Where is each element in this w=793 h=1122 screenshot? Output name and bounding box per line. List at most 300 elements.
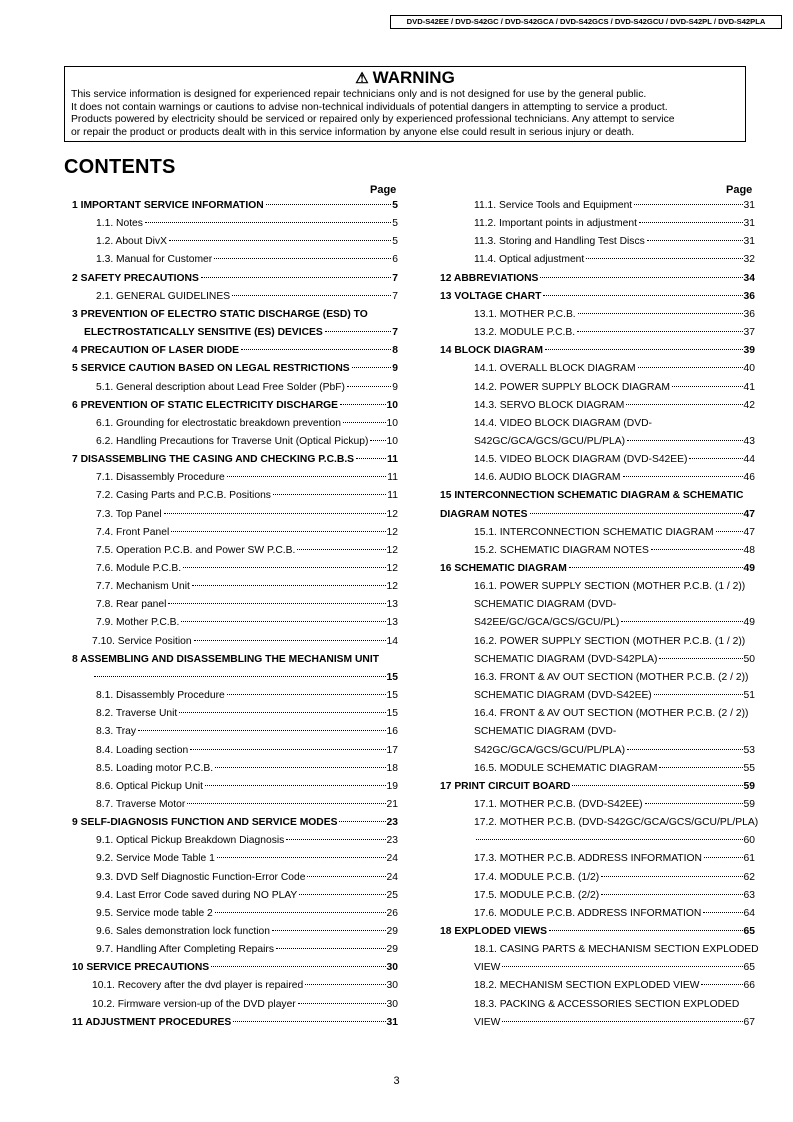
toc-entry[interactable]	[474, 398, 755, 414]
toc-leader-dots	[168, 603, 385, 604]
warning-line: It does not contain warnings or cautions to advise non-technical individuals of potential dangers in attempting to service a product.	[71, 101, 668, 113]
toc-entry[interactable]	[84, 325, 398, 341]
contents-heading: CONTENTS	[64, 156, 176, 178]
toc-entry[interactable]	[474, 815, 759, 831]
toc-entry[interactable]	[474, 543, 755, 559]
toc-entry-title: 11.4. Optical adjustment	[474, 254, 585, 266]
toc-leader-dots	[325, 331, 391, 332]
toc-entry-title: VIEW	[474, 1016, 501, 1028]
toc-entry-page: 5	[392, 200, 398, 211]
toc-entry-title: 16 SCHEMATIC DIAGRAM	[440, 563, 567, 574]
toc-entry[interactable]	[474, 615, 755, 631]
toc-entry[interactable]	[474, 380, 755, 396]
toc-entry[interactable]	[96, 543, 398, 559]
toc-entry-title: 16.2. POWER SUPPLY SECTION (MOTHER P.C.B. (1 / 2))	[474, 635, 746, 647]
toc-entry[interactable]	[474, 978, 755, 994]
toc-entry-page: 65	[743, 962, 755, 974]
toc-entry[interactable]	[96, 216, 398, 232]
toc-entry[interactable]	[474, 434, 755, 450]
toc-entry[interactable]	[474, 960, 755, 976]
toc-entry[interactable]	[474, 743, 755, 759]
toc-entry-page: 31	[743, 218, 755, 230]
page-column-label-left: Page	[370, 184, 397, 196]
toc-entry[interactable]	[474, 452, 755, 468]
warning-line: or repair the product or products dealt with in this service information by anyone else could result in serious injury or death.	[71, 126, 635, 138]
toc-entry-page: 47	[743, 526, 755, 538]
toc-entry-page: 48	[743, 544, 755, 556]
toc-leader-dots	[298, 1003, 386, 1004]
toc-entry-title: 16.4. FRONT & AV OUT SECTION (MOTHER P.C.B. (2 / 2))	[474, 708, 749, 720]
toc-leader-dots	[502, 966, 742, 967]
toc-entry-title: 8.5. Loading motor P.C.B.	[96, 762, 214, 774]
toc-entry-title: 11 ADJUSTMENT PROCEDURES	[72, 1016, 232, 1028]
toc-entry-title: 15.1. INTERCONNECTION SCHEMATIC DIAGRAM	[474, 526, 714, 538]
toc-leader-dots	[601, 876, 742, 877]
toc-entry-page: 26	[386, 907, 398, 919]
toc-entry-title: 1 IMPORTANT SERVICE INFORMATION	[72, 200, 264, 211]
toc-leader-dots	[340, 404, 386, 405]
toc-entry-title: 7.3. Top Panel	[96, 508, 162, 520]
toc-entry[interactable]	[72, 361, 398, 377]
toc-leader-dots	[623, 476, 743, 477]
toc-leader-dots	[201, 277, 391, 278]
toc-entry[interactable]	[96, 416, 398, 432]
toc-entry-page: 12	[386, 563, 398, 574]
toc-entry-page: 12	[386, 544, 398, 556]
toc-entry-page: 32	[743, 254, 755, 266]
toc-leader-dots	[586, 258, 742, 259]
toc-entry-title: 7.8. Rear panel	[96, 599, 167, 611]
toc-leader-dots	[305, 984, 385, 985]
toc-leader-dots	[339, 821, 385, 822]
toc-entry[interactable]	[72, 307, 398, 323]
toc-entry-title: SCHEMATIC DIAGRAM (DVD-	[474, 599, 617, 611]
toc-entry[interactable]	[96, 724, 398, 740]
toc-entry[interactable]	[474, 525, 755, 541]
toc-entry-page: 59	[743, 798, 755, 810]
toc-entry-page: 7	[392, 327, 398, 339]
toc-entry[interactable]	[440, 779, 755, 795]
toc-entry-title: DIAGRAM NOTES	[440, 508, 528, 520]
toc-entry-title: 17.4. MODULE P.C.B. (1/2)	[474, 871, 600, 883]
toc-entry-page: 12	[386, 526, 398, 538]
toc-leader-dots	[276, 948, 386, 949]
toc-entry[interactable]	[96, 906, 398, 922]
toc-leader-dots	[659, 767, 742, 768]
toc-leader-dots	[645, 803, 743, 804]
toc-entry-title: 17.3. MOTHER P.C.B. ADDRESS INFORMATION	[474, 853, 702, 865]
toc-entry-title: 18.3. PACKING & ACCESSORIES SECTION EXPLODED	[474, 998, 740, 1010]
toc-entry[interactable]	[474, 942, 759, 958]
toc-entry[interactable]	[72, 1015, 398, 1031]
toc-leader-dots	[145, 222, 391, 223]
toc-leader-dots	[654, 694, 743, 695]
toc-entry[interactable]	[96, 507, 398, 523]
toc-entry-page: 41	[743, 381, 755, 393]
toc-entry[interactable]	[96, 870, 398, 886]
toc-leader-dots	[347, 386, 391, 387]
toc-entry[interactable]	[96, 579, 398, 595]
toc-leader-dots	[578, 313, 743, 314]
toc-entry-title: 1.1. Notes	[96, 218, 143, 230]
toc-entry-title: 16.5. MODULE SCHEMATIC DIAGRAM	[474, 762, 658, 774]
toc-entry-page: 24	[386, 853, 398, 865]
toc-entry[interactable]	[440, 289, 755, 305]
toc-entry-page: 66	[743, 980, 755, 992]
toc-entry[interactable]	[96, 942, 398, 958]
toc-entry-title: 7.4. Front Panel	[96, 526, 170, 538]
toc-leader-dots	[704, 857, 743, 858]
toc-entry-title: S42EE/GC/GCA/GCS/GCU/PL)	[474, 617, 620, 629]
toc-entry-title: 11.1. Service Tools and Equipment	[474, 200, 633, 211]
toc-leader-dots	[266, 204, 392, 205]
toc-leader-dots	[215, 912, 386, 913]
toc-entry[interactable]	[474, 797, 755, 813]
toc-leader-dots	[307, 876, 385, 877]
toc-entry-page: 39	[743, 345, 755, 357]
toc-entry[interactable]	[440, 271, 755, 287]
toc-entry[interactable]	[474, 252, 755, 268]
toc-entry-page: 11	[387, 472, 398, 484]
toc-entry-title: 8 ASSEMBLING AND DISASSEMBLING THE MECHANISM UNIT	[72, 653, 380, 665]
toc-entry-title: 8.3. Tray	[96, 726, 137, 738]
toc-entry-page: 29	[386, 944, 398, 956]
toc-entry[interactable]	[96, 761, 398, 777]
toc-entry[interactable]	[96, 779, 398, 795]
toc-leader-dots	[672, 386, 743, 387]
toc-leader-dots	[214, 258, 391, 259]
toc-entry[interactable]	[474, 234, 755, 250]
toc-leader-dots	[352, 367, 392, 368]
toc-entry-page: 15	[386, 708, 398, 720]
toc-entry-title: 18 EXPLODED VIEWS	[440, 926, 548, 937]
toc-leader-dots	[179, 712, 385, 713]
toc-entry[interactable]	[72, 343, 398, 359]
toc-entry-title: 14.5. VIDEO BLOCK DIAGRAM (DVD-S42EE)	[474, 454, 688, 466]
toc-entry[interactable]	[96, 234, 398, 250]
toc-leader-dots	[138, 730, 385, 731]
toc-entry-title: S42GC/GCA/GCS/GCU/PL/PLA)	[474, 744, 626, 756]
toc-entry-title: 5 SERVICE CAUTION BASED ON LEGAL RESTRICTIONS	[72, 363, 350, 375]
toc-entry[interactable]	[92, 670, 398, 686]
toc-entry[interactable]	[96, 561, 398, 577]
toc-entry-title: ELECTROSTATICALLY SENSITIVE (ES) DEVICES	[84, 327, 323, 339]
toc-entry[interactable]	[474, 706, 755, 722]
toc-entry[interactable]	[96, 833, 398, 849]
toc-entry-page: 51	[743, 690, 755, 702]
toc-entry-page: 7	[392, 290, 398, 302]
toc-entry-page: 17	[386, 744, 398, 756]
toc-entry-title: 14.3. SERVO BLOCK DIAGRAM	[474, 399, 625, 411]
page-number: 3	[393, 1075, 400, 1087]
toc-entry-title: 18.2. MECHANISM SECTION EXPLODED VIEW	[474, 980, 700, 992]
toc-leader-dots	[205, 785, 386, 786]
toc-entry-page: 6	[392, 254, 398, 266]
toc-entry[interactable]	[96, 252, 398, 268]
toc-entry-title: 11.3. Storing and Handling Test Discs	[474, 236, 645, 248]
toc-leader-dots	[634, 204, 742, 205]
toc-entry[interactable]	[72, 652, 398, 668]
toc-entry-title: SCHEMATIC DIAGRAM (DVD-S42PLA)	[474, 653, 658, 665]
toc-entry-title: 9 SELF-DIAGNOSIS FUNCTION AND SERVICE MODES	[72, 817, 338, 829]
toc-entry-page: 30	[386, 998, 398, 1010]
toc-entry-page: 10	[386, 435, 398, 447]
toc-entry[interactable]	[96, 470, 398, 486]
warning-title-text: WARNING	[372, 68, 455, 87]
toc-entry[interactable]	[474, 597, 755, 613]
toc-entry-page: 15	[386, 671, 398, 683]
toc-entry-page: 19	[386, 780, 398, 792]
toc-entry-title: 9.1. Optical Pickup Breakdown Diagnosis	[96, 835, 285, 847]
toc-leader-dots	[272, 930, 386, 931]
toc-entry-page: 65	[743, 926, 755, 937]
warning-line: Products powered by electricity should be serviced or repaired only by experienced professional technicians. Any attempt to service	[71, 114, 675, 126]
toc-entry[interactable]	[474, 870, 755, 886]
toc-entry-page: 49	[743, 617, 755, 629]
toc-entry[interactable]	[474, 906, 755, 922]
toc-leader-dots	[569, 567, 743, 568]
toc-entry[interactable]	[440, 924, 755, 940]
toc-entry-title: 7 DISASSEMBLING THE CASING AND CHECKING P.C.B.S	[72, 454, 355, 466]
toc-entry[interactable]	[72, 271, 398, 287]
toc-entry-page: 30	[386, 962, 398, 974]
toc-entry[interactable]	[96, 289, 398, 305]
toc-entry-title: 4 PRECAUTION OF LASER DIODE	[72, 345, 240, 357]
toc-entry-title: 11.2. Important points in adjustment	[474, 218, 637, 230]
toc-entry[interactable]	[92, 634, 398, 650]
toc-entry-page: 64	[743, 907, 755, 919]
toc-entry-page: 60	[743, 835, 755, 847]
toc-entry-page: 23	[386, 835, 398, 847]
toc-leader-dots	[502, 1021, 742, 1022]
toc-leader-dots	[601, 894, 742, 895]
toc-leader-dots	[627, 440, 742, 441]
toc-entry-page: 47	[743, 508, 755, 520]
toc-entry[interactable]	[96, 743, 398, 759]
toc-entry-title: 9.2. Service Mode Table 1	[96, 853, 215, 865]
toc-entry[interactable]	[96, 924, 398, 940]
toc-entry[interactable]	[96, 706, 398, 722]
toc-entry-title: 15.2. SCHEMATIC DIAGRAM NOTES	[474, 544, 649, 556]
toc-entry[interactable]	[474, 724, 755, 740]
toc-entry-page: 12	[386, 581, 398, 593]
toc-entry-title: 13 VOLTAGE CHART	[440, 290, 542, 302]
toc-entry[interactable]	[474, 416, 755, 432]
toc-entry-title: 1.2. About DivX	[96, 236, 167, 248]
toc-entry-title: 10.2. Firmware version-up of the DVD player	[92, 998, 296, 1010]
toc-leader-dots	[273, 494, 386, 495]
toc-entry-title: 18.1. CASING PARTS & MECHANISM SECTION EXPLODED	[474, 944, 759, 956]
toc-entry[interactable]	[474, 888, 755, 904]
toc-entry[interactable]	[440, 561, 755, 577]
toc-entry-page: 8	[392, 345, 398, 357]
toc-entry[interactable]	[96, 434, 398, 450]
toc-entry-page: 21	[386, 798, 398, 810]
toc-leader-dots	[299, 894, 385, 895]
toc-leader-dots	[638, 367, 743, 368]
toc-entry-title: SCHEMATIC DIAGRAM (DVD-	[474, 726, 617, 738]
toc-entry-page: 23	[386, 817, 398, 829]
warning-title	[65, 68, 745, 89]
toc-leader-dots	[286, 839, 385, 840]
toc-entry[interactable]	[474, 997, 755, 1013]
model-header: DVD-S42EE / DVD-S42GC / DVD-S42GCA / DVD-S42GCS / DVD-S42GCU / DVD-S42PL / DVD-S42PLA	[390, 15, 782, 29]
toc-entry[interactable]	[96, 525, 398, 541]
toc-entry-title: 9.7. Handling After Completing Repairs	[96, 944, 275, 956]
toc-entry-title: 14.1. OVERALL BLOCK DIAGRAM	[474, 363, 636, 375]
warning-box	[64, 66, 746, 142]
toc-entry[interactable]	[96, 597, 398, 613]
toc-entry[interactable]	[474, 688, 755, 704]
toc-entry-page: 12	[386, 508, 398, 520]
toc-entry-title: 7.6. Module P.C.B.	[96, 563, 182, 574]
toc-entry[interactable]	[474, 361, 755, 377]
toc-entry-title: 8.6. Optical Pickup Unit	[96, 780, 204, 792]
toc-entry[interactable]	[96, 688, 398, 704]
toc-entry-title: 9.6. Sales demonstration lock function	[96, 926, 271, 937]
toc-leader-dots	[211, 966, 385, 967]
toc-leader-dots	[659, 658, 742, 659]
toc-entry-page: 44	[743, 454, 755, 466]
toc-leader-dots	[549, 930, 743, 931]
toc-leader-dots	[572, 785, 742, 786]
toc-entry-page: 16	[386, 726, 398, 738]
toc-leader-dots	[577, 331, 742, 332]
toc-entry-page: 14	[386, 635, 398, 647]
toc-entry-title: 14 BLOCK DIAGRAM	[440, 345, 543, 357]
toc-entry-title: 8.2. Traverse Unit	[96, 708, 178, 720]
toc-entry[interactable]	[72, 198, 398, 214]
toc-leader-dots	[227, 694, 386, 695]
toc-leader-dots	[187, 803, 385, 804]
toc-entry-title: 8.1. Disassembly Procedure	[96, 690, 225, 702]
toc-entry[interactable]	[474, 1015, 755, 1031]
toc-entry[interactable]	[474, 198, 755, 214]
toc-entry[interactable]	[72, 452, 398, 468]
toc-entry-page: 55	[743, 762, 755, 774]
toc-entry-title: 7.1. Disassembly Procedure	[96, 472, 225, 484]
toc-entry[interactable]	[474, 652, 755, 668]
toc-leader-dots	[370, 440, 385, 441]
toc-entry[interactable]	[474, 670, 755, 686]
toc-entry-page: 59	[743, 780, 755, 792]
toc-entry-title: 8.4. Loading section	[96, 744, 189, 756]
toc-leader-dots	[701, 984, 742, 985]
toc-leader-dots	[227, 476, 387, 477]
toc-entry[interactable]	[474, 579, 755, 595]
toc-entry[interactable]	[440, 343, 755, 359]
toc-entry[interactable]	[96, 851, 398, 867]
toc-entry-page: 67	[743, 1016, 755, 1028]
toc-entry[interactable]	[474, 761, 755, 777]
toc-leader-dots	[343, 422, 386, 423]
toc-entry[interactable]	[474, 833, 755, 849]
toc-entry-title: 13.1. MOTHER P.C.B.	[474, 308, 576, 320]
toc-entry-page: 34	[743, 272, 755, 284]
toc-leader-dots	[215, 767, 385, 768]
toc-entry-page: 13	[386, 599, 398, 611]
toc-entry[interactable]	[474, 216, 755, 232]
toc-entry-title: 9.5. Service mode table 2	[96, 907, 213, 919]
toc-entry[interactable]	[440, 507, 755, 523]
toc-entry[interactable]	[474, 325, 755, 341]
toc-leader-dots	[545, 349, 743, 350]
toc-entry[interactable]	[96, 380, 398, 396]
toc-entry-page: 5	[392, 236, 398, 248]
toc-entry-title: 6 PREVENTION OF STATIC ELECTRICITY DISCHARGE	[72, 399, 339, 411]
toc-entry[interactable]	[474, 470, 755, 486]
toc-entry[interactable]	[92, 978, 398, 994]
toc-entry-page: 9	[392, 381, 398, 393]
toc-entry[interactable]	[72, 960, 398, 976]
toc-entry[interactable]	[96, 797, 398, 813]
toc-entry-title: 17.5. MODULE P.C.B. (2/2)	[474, 889, 600, 901]
toc-entry[interactable]	[440, 488, 755, 504]
toc-entry[interactable]	[96, 488, 398, 504]
toc-entry-page: 31	[386, 1016, 398, 1028]
toc-entry-page: 15	[386, 690, 398, 702]
toc-entry[interactable]	[96, 615, 398, 631]
toc-entry-title: 6.1. Grounding for electrostatic breakdown prevention	[96, 417, 341, 429]
toc-entry-title: 3 PREVENTION OF ELECTRO STATIC DISCHARGE (ESD) TO	[72, 308, 368, 320]
toc-leader-dots	[703, 912, 742, 913]
toc-entry-page: 50	[743, 653, 755, 665]
toc-entry-page: 25	[386, 889, 398, 901]
toc-entry-page: 43	[743, 435, 755, 447]
toc-leader-dots	[356, 458, 386, 459]
toc-entry-page: 31	[743, 236, 755, 248]
toc-entry-page: 10	[386, 417, 398, 429]
toc-entry-title: 7.9. Mother P.C.B.	[96, 617, 180, 629]
warning-line: This service information is designed for experienced repair technicians only and is not designed for use by the general public.	[71, 89, 647, 100]
toc-entry[interactable]	[474, 634, 755, 650]
toc-leader-dots	[530, 513, 743, 514]
page-column-label-right: Page	[726, 184, 753, 196]
toc-entry-page: 18	[386, 762, 398, 774]
toc-entry-page: 24	[386, 871, 398, 883]
toc-leader-dots	[627, 749, 742, 750]
toc-entry-page: 29	[386, 926, 398, 937]
toc-entry-title: SCHEMATIC DIAGRAM (DVD-S42EE)	[474, 690, 652, 702]
toc-entry-page: 62	[743, 871, 755, 883]
toc-entry[interactable]	[72, 398, 398, 414]
toc-entry-page: 10	[386, 399, 398, 411]
toc-entry[interactable]	[474, 307, 755, 323]
toc-entry[interactable]	[96, 888, 398, 904]
toc-leader-dots	[543, 295, 742, 296]
toc-entry-title: 15 INTERCONNECTION SCHEMATIC DIAGRAM & SCHEMATIC	[440, 490, 744, 502]
toc-leader-dots	[232, 295, 391, 296]
toc-entry[interactable]	[92, 997, 398, 1013]
toc-entry-page: 42	[743, 399, 755, 411]
toc-entry-page: 11	[387, 454, 398, 466]
toc-entry-page: 37	[743, 327, 755, 339]
toc-leader-dots	[689, 458, 742, 459]
toc-entry-title: 17.2. MOTHER P.C.B. (DVD-S42GC/GCA/GCS/GCU/PL/PLA)	[474, 817, 759, 829]
toc-entry[interactable]	[474, 851, 755, 867]
toc-leader-dots	[297, 549, 385, 550]
toc-entry-title: 9.4. Last Error Code saved during NO PLAY	[96, 889, 298, 901]
toc-entry-title: 1.3. Manual for Customer	[96, 254, 213, 266]
toc-entry-title: 5.1. General description about Lead Free Solder (PbF)	[96, 381, 345, 393]
toc-entry[interactable]	[72, 815, 398, 831]
toc-leader-dots	[217, 857, 386, 858]
toc-entry-title: 2 SAFETY PRECAUTIONS	[72, 272, 199, 284]
toc-entry-title: 13.2. MODULE P.C.B.	[474, 327, 576, 339]
toc-entry-title: 14.2. POWER SUPPLY BLOCK DIAGRAM	[474, 381, 670, 393]
toc-leader-dots	[190, 749, 385, 750]
toc-leader-dots	[233, 1021, 385, 1022]
